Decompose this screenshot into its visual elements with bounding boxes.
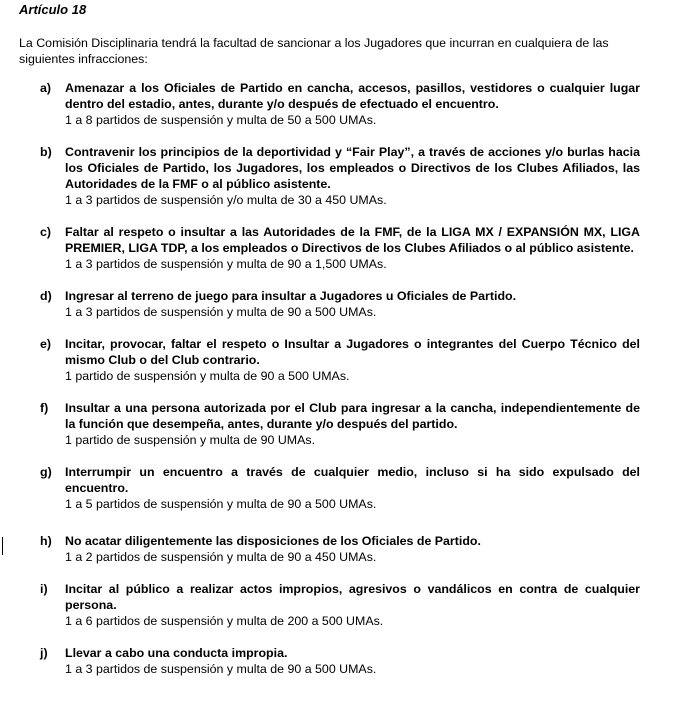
item-description: Llevar a cabo una conducta impropia. [65, 646, 288, 660]
item-letter: h) [40, 534, 52, 548]
item-letter: b) [40, 145, 52, 159]
item-letter: j) [40, 646, 48, 660]
item-penalty: 1 a 8 partidos de suspensión y multa de 50 a 500 UMAs. [65, 113, 377, 127]
list-item [0, 400, 640, 448]
item-letter: i) [40, 582, 48, 596]
item-letter: d) [40, 289, 52, 303]
list-item [0, 336, 640, 384]
item-description: Contravenir los principios de la deportividad y “Fair Play”, a través de acciones y/o burlas hacia los Oficiales de Partido, los Jugadores, los empleados o Directivos de los Clubes Afiliados, las Autoridades de la FMF o al público asistente. [65, 145, 640, 191]
item-description: Ingresar al terreno de juego para insultar a Jugadores u Oficiales de Partido. [65, 289, 517, 303]
item-letter: c) [40, 225, 52, 239]
infractions-list [0, 80, 680, 677]
list-item [0, 464, 640, 512]
list-item [0, 80, 640, 128]
item-description: Interrumpir un encuentro a través de cualquier medio, incluso si ha sido expulsado del encuentro. [65, 465, 640, 495]
item-description: Faltar al respeto o insultar a las Autoridades de la FMF, de la LIGA MX / EXPANSIÓN MX, LIGA PREMIER, LIGA TDP, a los empleados o Directivos de los Clubes Afiliados o al público asistente. [65, 225, 640, 255]
list-item [0, 144, 640, 208]
item-penalty: 1 a 3 partidos de suspensión y multa de 90 a 500 UMAs. [65, 305, 377, 319]
item-letter: e) [40, 337, 52, 351]
item-description: Insultar a una persona autorizada por el Club para ingresar a la cancha, independientemente de la función que desempeña, antes, durante y/o después del partido. [65, 401, 640, 431]
item-description: No acatar diligentemente las disposiciones de los Oficiales de Partido. [65, 534, 481, 548]
item-penalty: 1 a 3 partidos de suspensión y/o multa de 30 a 450 UMAs. [65, 193, 387, 207]
list-item [0, 224, 640, 272]
item-letter: g) [40, 465, 52, 479]
intro-paragraph: La Comisión Disciplinaria tendrá la facultad de sancionar a los Jugadores que incurran en cualquiera de las siguientes infracciones: [19, 36, 609, 66]
item-letter: f) [40, 401, 49, 415]
item-description: Incitar, provocar, faltar el respeto o Insultar a Jugadores o integrantes del Cuerpo Técnico del mismo Club o del Club contrario. [65, 337, 640, 367]
item-letter: a) [40, 81, 52, 95]
item-penalty: 1 a 5 partidos de suspensión y multa de 90 a 500 UMAs. [65, 497, 377, 511]
item-penalty: 1 partido de suspensión y multa de 90 UMAs. [65, 433, 316, 447]
item-description: Amenazar a los Oficiales de Partido en cancha, accesos, pasillos, vestidores o cualquier lugar dentro del estadio, antes, durante y/o después de efectuado el encuentro. [65, 81, 640, 111]
list-item [0, 288, 640, 320]
list-item [0, 533, 640, 565]
list-item [0, 645, 640, 677]
item-penalty: 1 a 3 partidos de suspensión y multa de 90 a 500 UMAs. [65, 662, 377, 676]
list-item [0, 581, 640, 629]
item-penalty: 1 a 2 partidos de suspensión y multa de 90 a 450 UMAs. [65, 550, 377, 564]
item-penalty: 1 a 6 partidos de suspensión y multa de 200 a 500 UMAs. [65, 614, 384, 628]
item-penalty: 1 partido de suspensión y multa de 90 a 500 UMAs. [65, 369, 350, 383]
item-description: Incitar al público a realizar actos impropios, agresivos o vandálicos en contra de cualquier persona. [65, 582, 640, 612]
article-title: Artículo 18 [19, 2, 87, 17]
item-penalty: 1 a 3 partidos de suspensión y multa de 90 a 1,500 UMAs. [65, 257, 387, 271]
